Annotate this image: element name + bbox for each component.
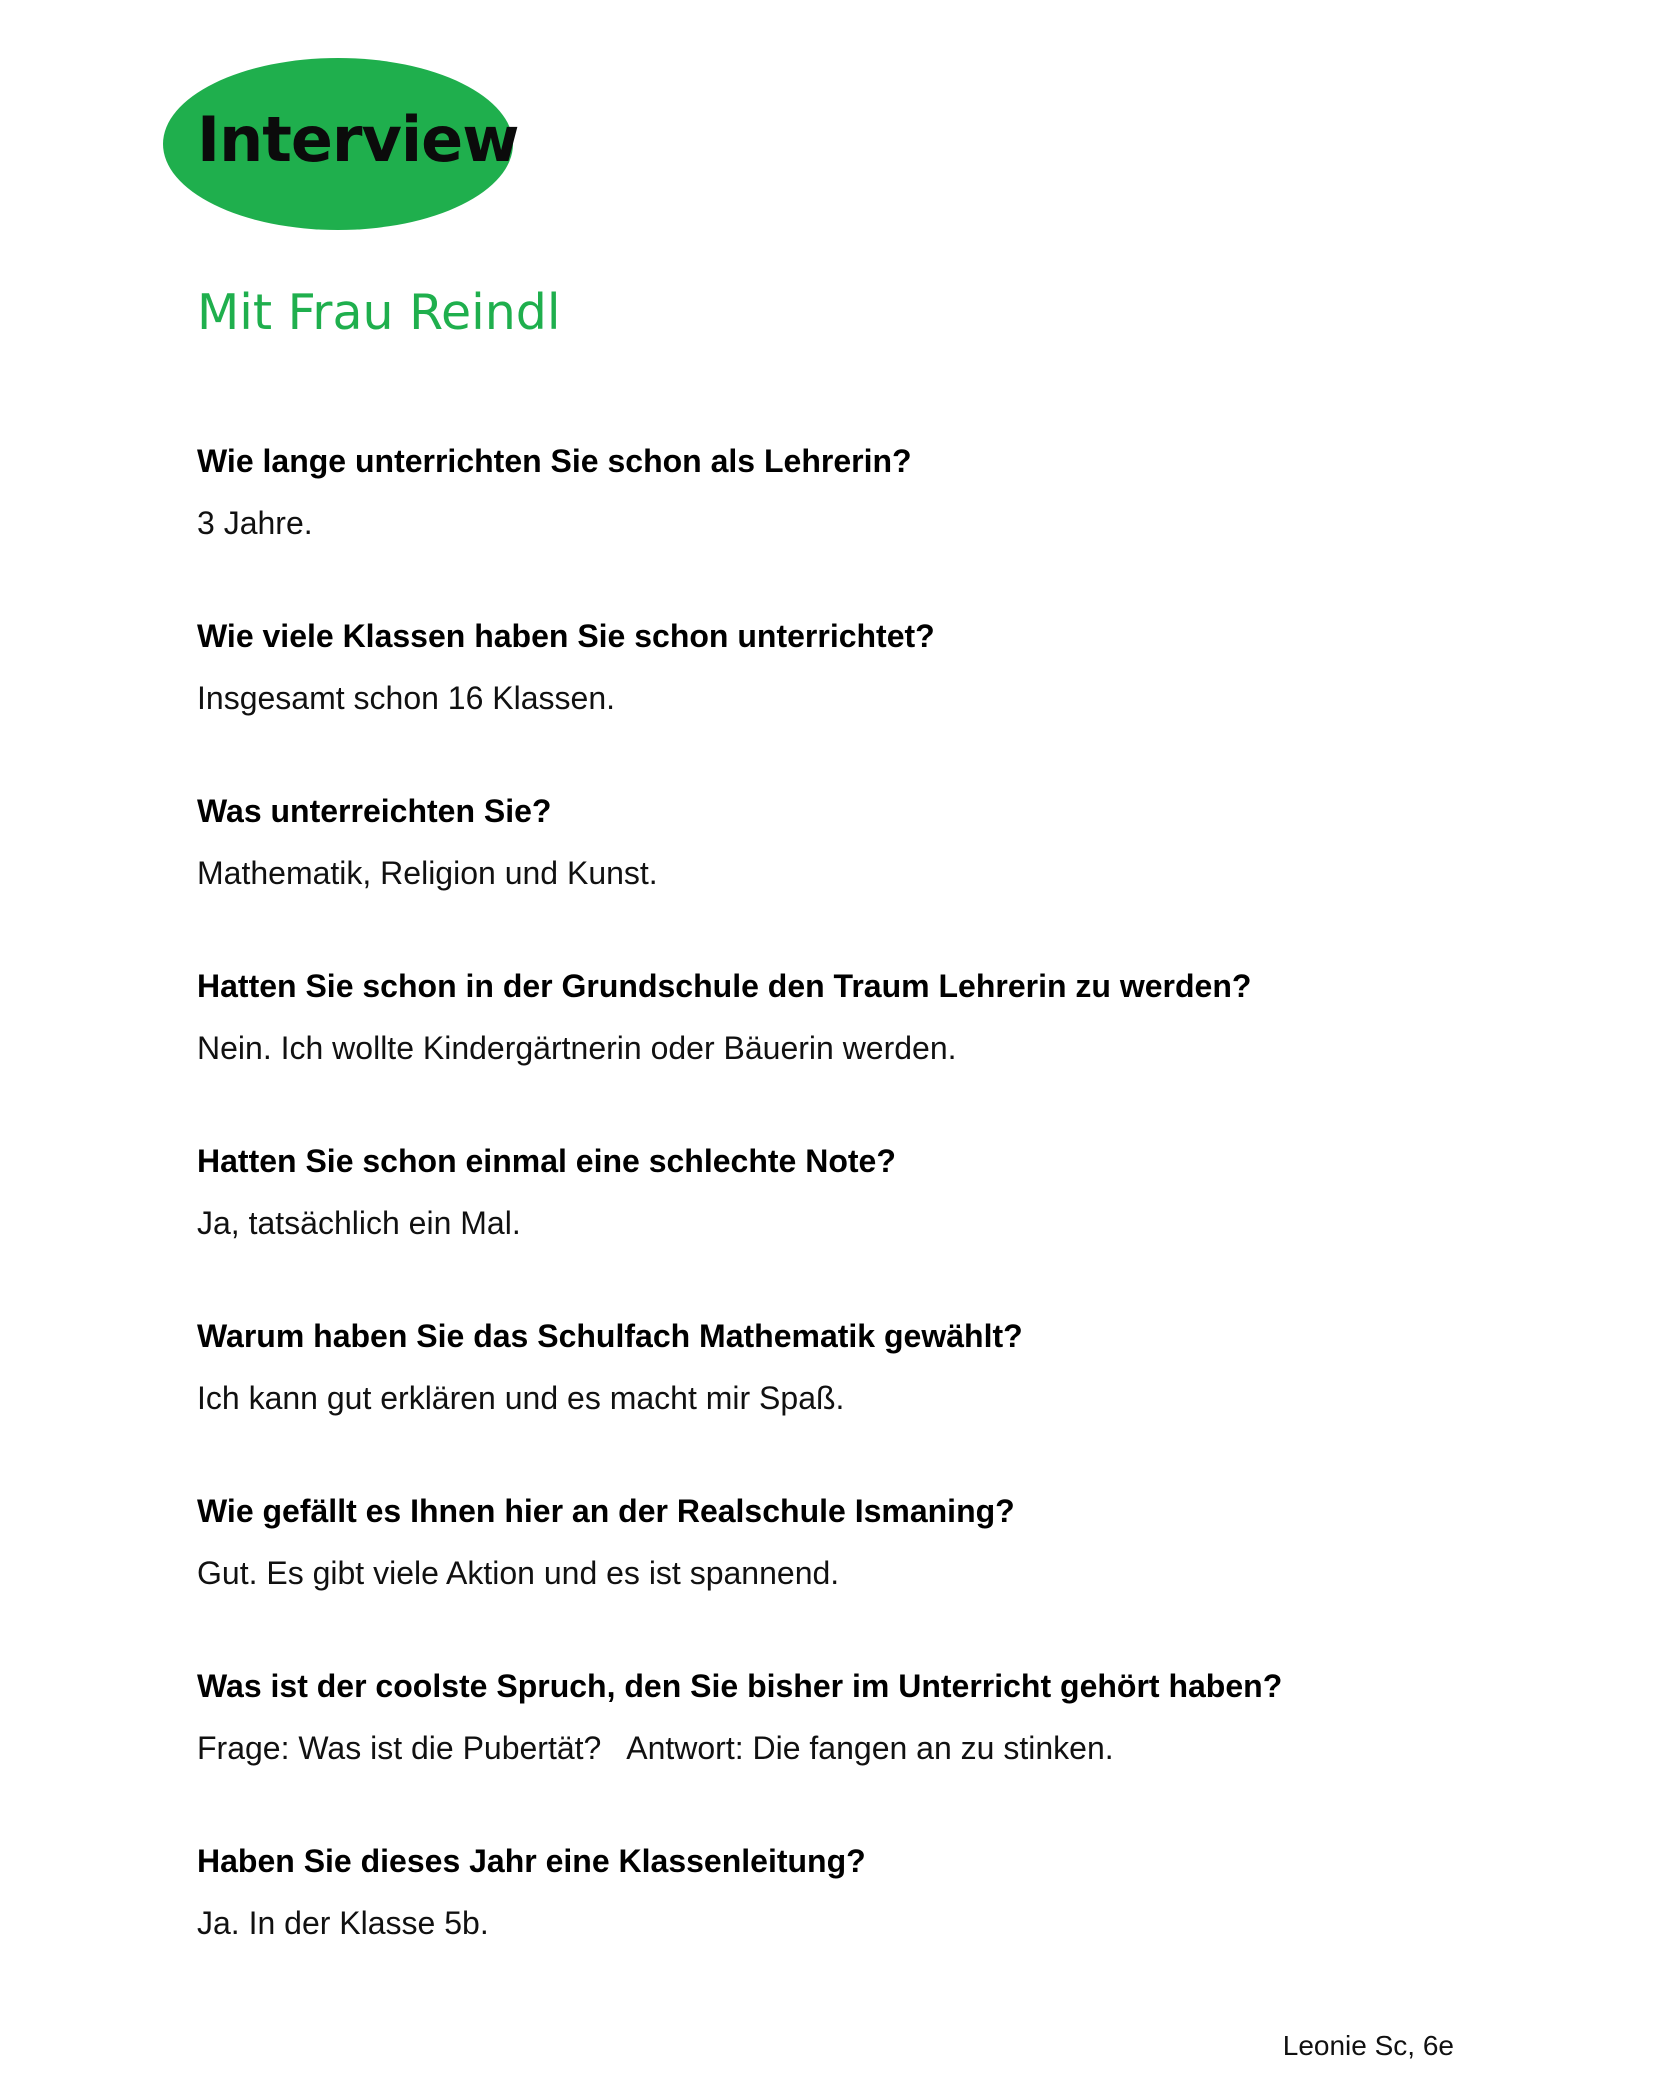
answer: Gut. Es gibt viele Aktion und es ist spannend. — [197, 1555, 840, 1591]
question: Wie lange unterrichten Sie schon als Lehrerin? — [197, 443, 912, 479]
qa-item — [197, 1839, 1497, 2014]
question: Hatten Sie schon in der Grundschule den Traum Lehrerin zu werden? — [197, 968, 1252, 1004]
question: Wie gefällt es Ihnen hier an der Realschule Ismaning? — [197, 1493, 1015, 1529]
question: Warum haben Sie das Schulfach Mathematik gewählt? — [197, 1318, 1023, 1354]
qa-item — [197, 439, 1497, 614]
answer: Mathematik, Religion und Kunst. — [197, 855, 658, 891]
qa-item — [197, 1664, 1497, 1839]
qa-item — [197, 1314, 1497, 1489]
question: Hatten Sie schon einmal eine schlechte Note? — [197, 1143, 896, 1179]
qa-item — [197, 1139, 1497, 1314]
question: Was ist der coolste Spruch, den Sie bisher im Unterricht gehört haben? — [197, 1668, 1283, 1704]
answer: 3 Jahre. — [197, 505, 313, 541]
qa-item — [197, 614, 1497, 789]
qa-item — [197, 964, 1497, 1139]
answer: Nein. Ich wollte Kindergärtnerin oder Bäuerin werden. — [197, 1030, 957, 1066]
qa-item — [197, 789, 1497, 964]
answer: Ja. In der Klasse 5b. — [197, 1905, 489, 1941]
question: Haben Sie dieses Jahr eine Klassenleitung? — [197, 1843, 866, 1879]
answer: Frage: Was ist die Pubertät? Antwort: Die fangen an zu stinken. — [197, 1730, 1114, 1766]
question: Wie viele Klassen haben Sie schon unterrichtet? — [197, 618, 935, 654]
qa-item — [197, 1489, 1497, 1664]
answer: Insgesamt schon 16 Klassen. — [197, 680, 616, 716]
page-title: Interview — [197, 103, 519, 176]
author-credit: Leonie Sc, 6e — [1282, 2030, 1454, 2061]
page-subtitle: Mit Frau Reindl — [197, 284, 561, 341]
answer: Ja, tatsächlich ein Mal. — [197, 1205, 521, 1241]
question: Was unterreichten Sie? — [197, 793, 552, 829]
interview-list — [197, 439, 1497, 2014]
answer: Ich kann gut erklären und es macht mir Spaß. — [197, 1380, 845, 1416]
